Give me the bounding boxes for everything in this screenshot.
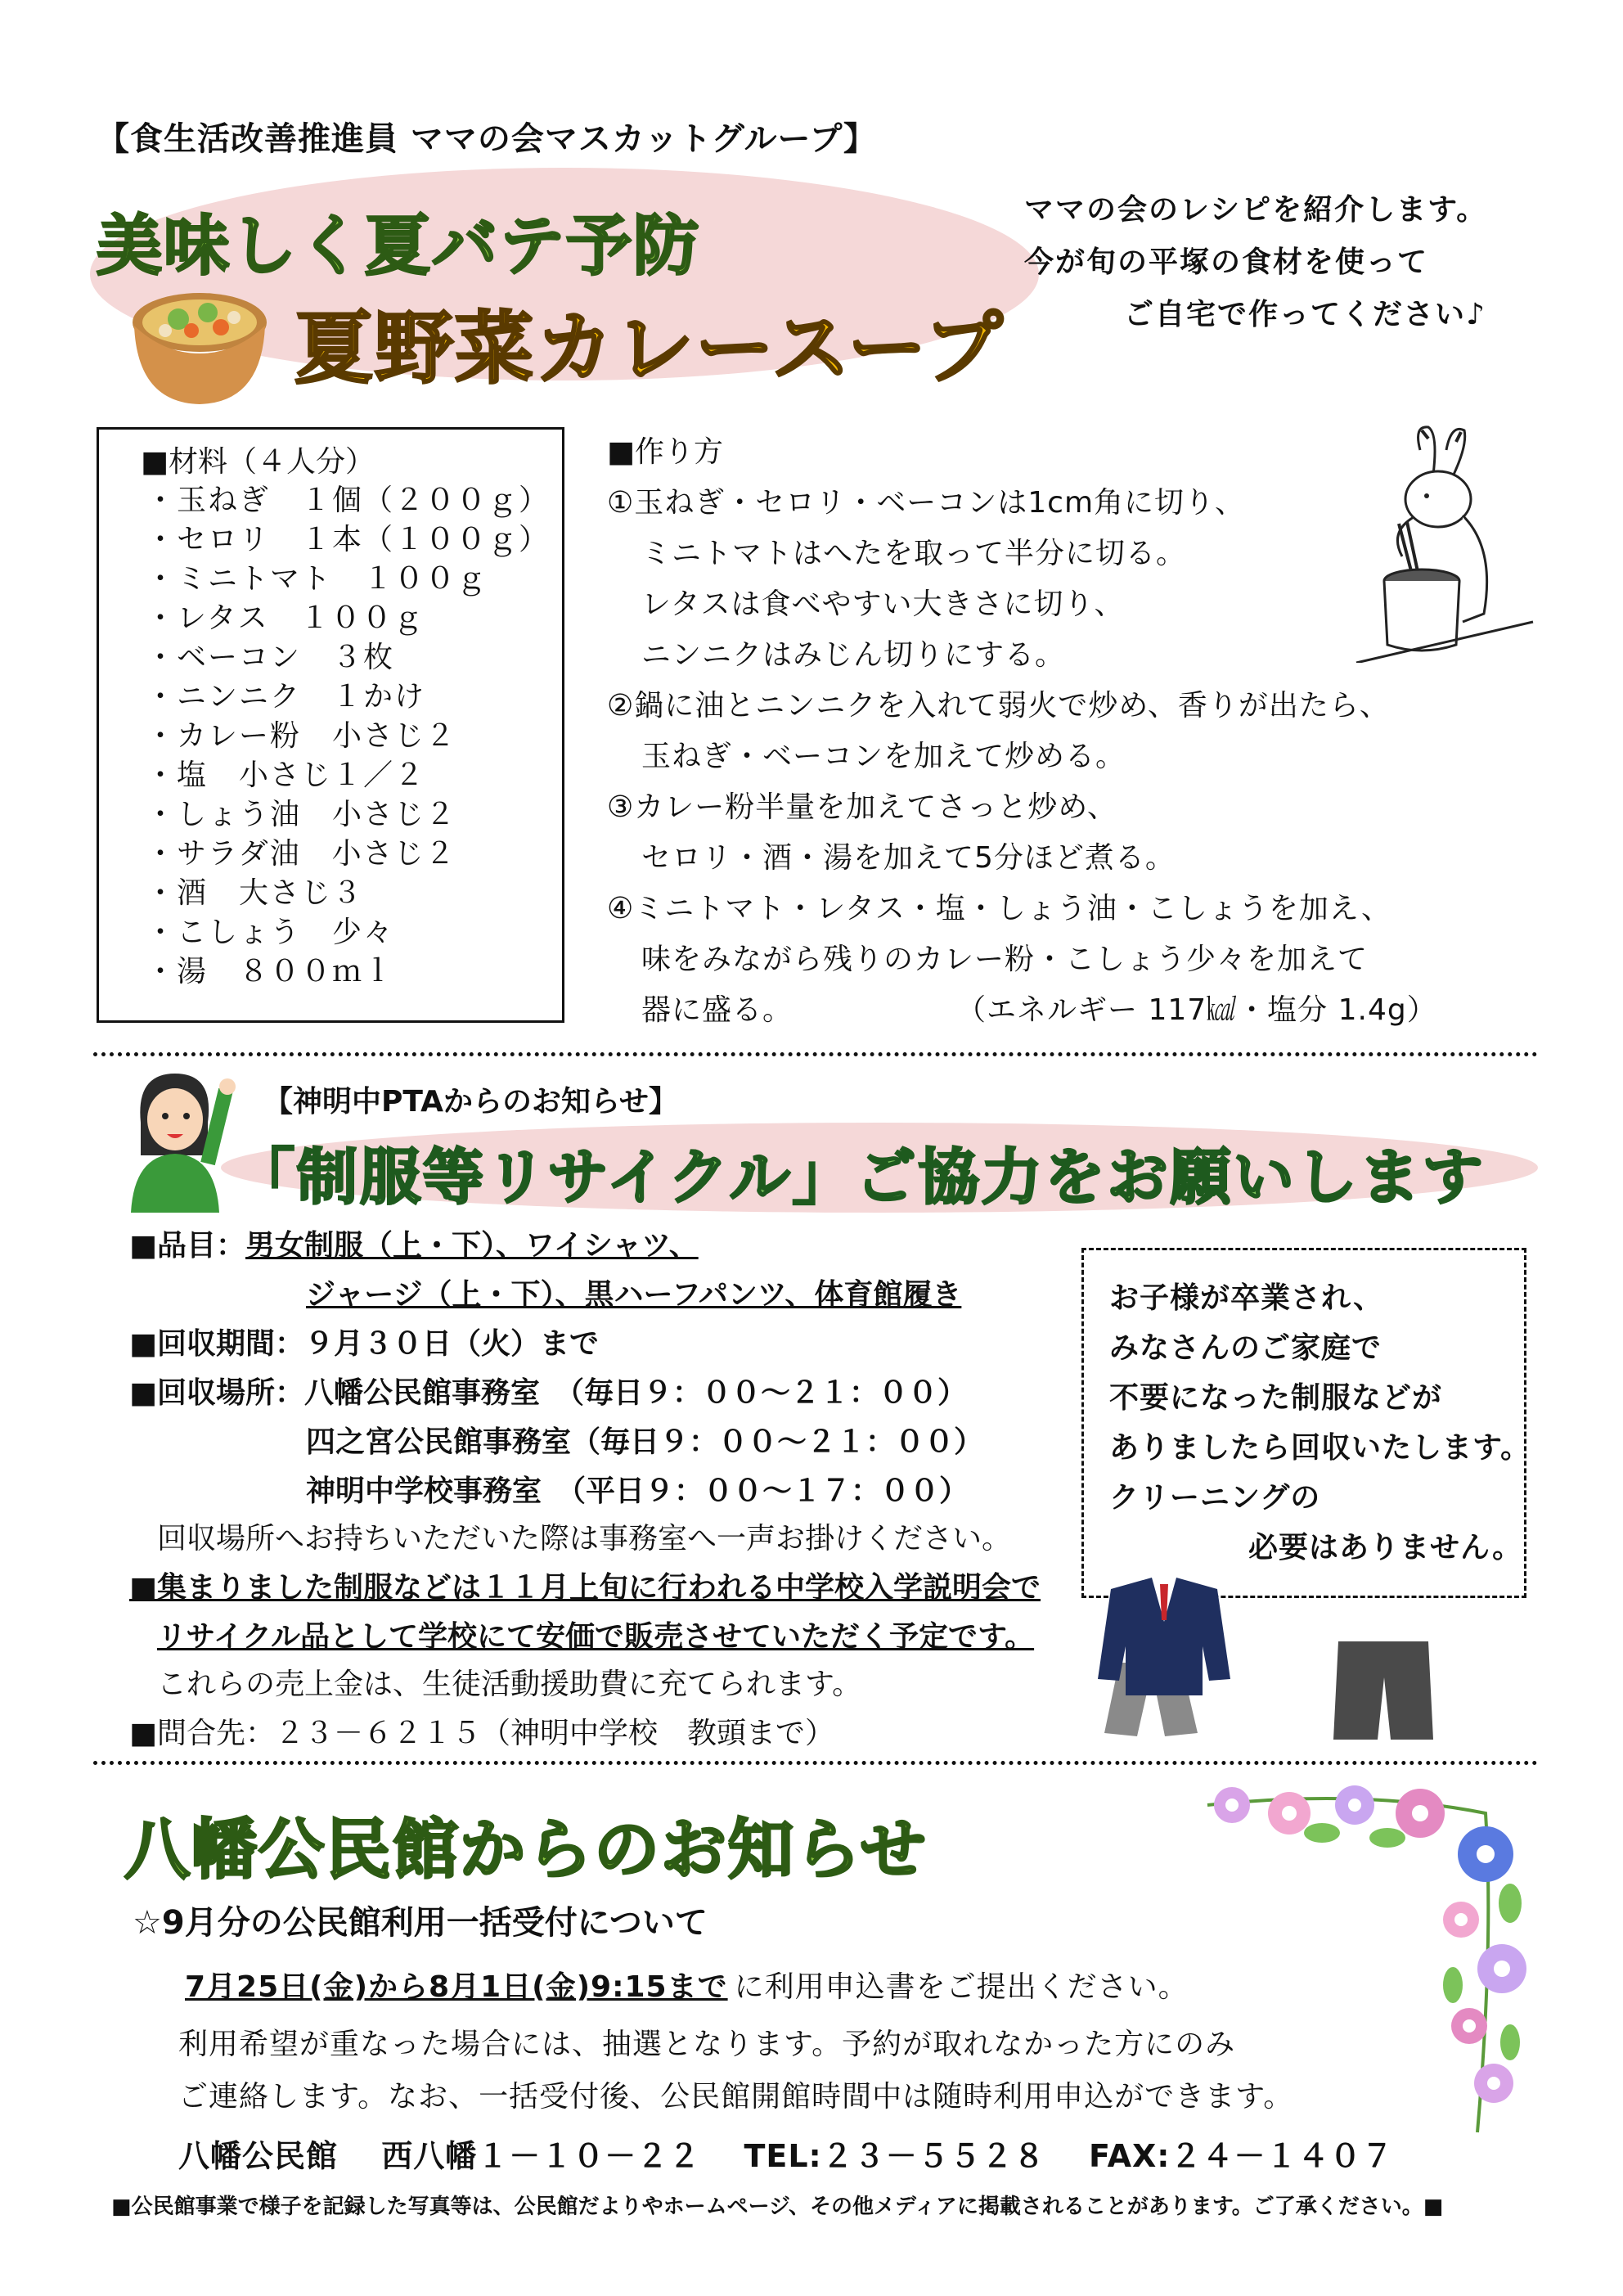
place-name: 四之宮公民館事務室 bbox=[306, 1425, 572, 1459]
shorts-icon bbox=[1330, 1636, 1436, 1745]
method-line bbox=[607, 985, 1437, 1036]
items-list-1: 男女制服（上・下）、ワイシャツ、 bbox=[245, 1229, 699, 1263]
nutrition-info: （エネルギー 117㎉・塩分 1.4g） bbox=[956, 993, 1437, 1027]
section-divider bbox=[93, 1761, 1538, 1765]
recycle-note: お子様が卒業され、 みなさんのご家庭で 不要になった制服などが ありましたら回収いたします。 クリーニングの 必要はありません。 bbox=[1109, 1281, 1531, 1564]
place-label: ■回収場所： bbox=[129, 1376, 305, 1410]
method-last-line: 器に盛る。 bbox=[641, 993, 794, 1027]
list-item: ・ ニンニク １かけ bbox=[146, 678, 550, 717]
place-hours: （毎日９：００～２１：００） bbox=[571, 1425, 984, 1459]
uniform-icon bbox=[1086, 1573, 1242, 1736]
list-item: ・ レタス １００ｇ bbox=[146, 599, 550, 638]
reception-dates: 7月25日(金)から8月1日(金)9:15まで bbox=[185, 1970, 728, 2004]
method-line: 玉ねぎ・ベーコンを加えて炒める。 bbox=[641, 740, 1126, 773]
contact-info: ■問合先：２３－６２１５（神明中学校 教頭まで） bbox=[129, 1717, 835, 1750]
place-hours: （平日９：００～１７：００） bbox=[571, 1474, 969, 1508]
list-item: ・ 塩 小さじ１／２ bbox=[146, 756, 550, 795]
kominkan-title: 八幡公民館からのお知らせ bbox=[124, 1812, 928, 1888]
collection-place-row bbox=[306, 1468, 969, 1510]
footer-note: ■公民館事業で様子を記録した写真等は、公民館だよりやホームページ、その他メディアに掲載されることがあります。ご了承ください。■ bbox=[111, 2195, 1444, 2219]
method-line: ②鍋に油とニンニクを入れて弱火で炒め、香りが出たら、 bbox=[607, 689, 1390, 723]
method-steps bbox=[607, 478, 1437, 1036]
place-name: 八幡公民館事務室 bbox=[304, 1376, 570, 1410]
list-item: ・ 湯 ８００ｍｌ bbox=[146, 952, 550, 992]
method-title: ■作り方 bbox=[607, 435, 724, 469]
method-line: ③カレー粉半量を加えてさっと炒め、 bbox=[607, 790, 1117, 824]
list-item: ・ カレー粉 小さじ２ bbox=[146, 717, 550, 756]
method-line: ミニトマトはへたを取って半分に切る。 bbox=[641, 537, 1187, 570]
sale-note-1: ■集まりました制服などは１１月上旬に行われる中学校入学説明会で bbox=[129, 1571, 1041, 1605]
rabbit-cooking-icon bbox=[1324, 425, 1536, 663]
kominkan-subtitle: ☆9月分の公民館利用一括受付について bbox=[133, 1904, 708, 1942]
place-hours: （毎日９：００～２１：００） bbox=[569, 1376, 968, 1410]
soup-bowl-icon bbox=[129, 288, 270, 411]
list-item: ・ セロリ １本（１００ｇ） bbox=[146, 520, 550, 560]
org-label: 【食生活改善推進員 ママの会マスカットグループ】 bbox=[97, 120, 877, 158]
items-label: ■品目： bbox=[129, 1229, 246, 1263]
collection-place-row bbox=[306, 1419, 983, 1461]
method-line: レタスは食べやすい大きさに切り、 bbox=[641, 588, 1125, 621]
pta-items-row bbox=[129, 1222, 699, 1264]
kominkan-address: 八幡公民館 西八幡１－１０－２２ TEL:２３－５５２８ FAX:２４－１４０７ bbox=[178, 2138, 1394, 2174]
kominkan-line3: ご連絡します。なお、一括受付後、公民館開館時間中は随時利用申込ができます。 bbox=[178, 2080, 1294, 2114]
ingredients-list bbox=[146, 481, 550, 992]
method-line: ①玉ねぎ・セロリ・ベーコンは1cm角に切り、 bbox=[607, 486, 1246, 520]
collection-period: ■回収期間：９月３０日（火）まで bbox=[129, 1327, 600, 1361]
list-item: ・ サラダ油 小さじ２ bbox=[146, 835, 550, 874]
kominkan-line2: 利用希望が重なった場合には、抽選となります。予約が取れなかった方にのみ bbox=[178, 2028, 1236, 2061]
place-note: 回収場所へお持ちいただいた際は事務室へ一声お掛けください。 bbox=[157, 1522, 1012, 1555]
items-list-2: ジャージ（上・下）、黒ハーフパンツ、体育館履き bbox=[306, 1278, 962, 1312]
recipe-intro: ママの会のレシピを紹介します。 今が旬の平塚の食材を使って ご自宅で作ってください♪ bbox=[1024, 193, 1488, 331]
list-item: ・ 酒 大さじ３ bbox=[146, 874, 550, 913]
list-item: ・ ミニトマト １００ｇ bbox=[146, 560, 550, 599]
pta-label: 【神明中PTAからのお知らせ】 bbox=[263, 1085, 678, 1119]
collection-place-row bbox=[129, 1370, 967, 1411]
list-item: ・ しょう油 小さじ２ bbox=[146, 795, 550, 835]
proceeds-note: これらの売上金は、生徒活動援助費に充てられます。 bbox=[157, 1668, 862, 1701]
recipe-title-line2: 夏野菜カレースープ bbox=[294, 303, 1005, 394]
pta-title: 「制服等リサイクル」ご協力をお願いします bbox=[234, 1142, 1486, 1213]
method-line: ニンニクはみじん切りにする。 bbox=[641, 638, 1066, 672]
section-divider bbox=[93, 1052, 1538, 1056]
method-line: ④ミニトマト・レタス・塩・しょう油・こしょうを加え、 bbox=[607, 892, 1391, 925]
method-line: 味をみながら残りのカレー粉・こしょう少々を加えて bbox=[641, 943, 1369, 976]
ingredients-title: ■材料（４人分） bbox=[141, 445, 375, 479]
sale-note-2: リサイクル品として学校にて安価で販売させていただく予定です。 bbox=[157, 1620, 1035, 1654]
place-name: 神明中学校事務室 bbox=[306, 1474, 572, 1508]
student-icon bbox=[123, 1065, 237, 1213]
recipe-title-line1: 美味しく夏バテ予防 bbox=[97, 208, 700, 284]
list-item: ・ 玉ねぎ １個（２００ｇ） bbox=[146, 481, 550, 520]
reception-dates-suffix: に利用申込書をご提出ください。 bbox=[734, 1970, 1189, 2004]
list-item: ・ ベーコン ３枚 bbox=[146, 638, 550, 678]
kominkan-dates-row bbox=[178, 1964, 1189, 2006]
method-line: セロリ・酒・湯を加えて5分ほど煮る。 bbox=[641, 841, 1176, 875]
list-item: ・ こしょう 少々 bbox=[146, 913, 550, 952]
